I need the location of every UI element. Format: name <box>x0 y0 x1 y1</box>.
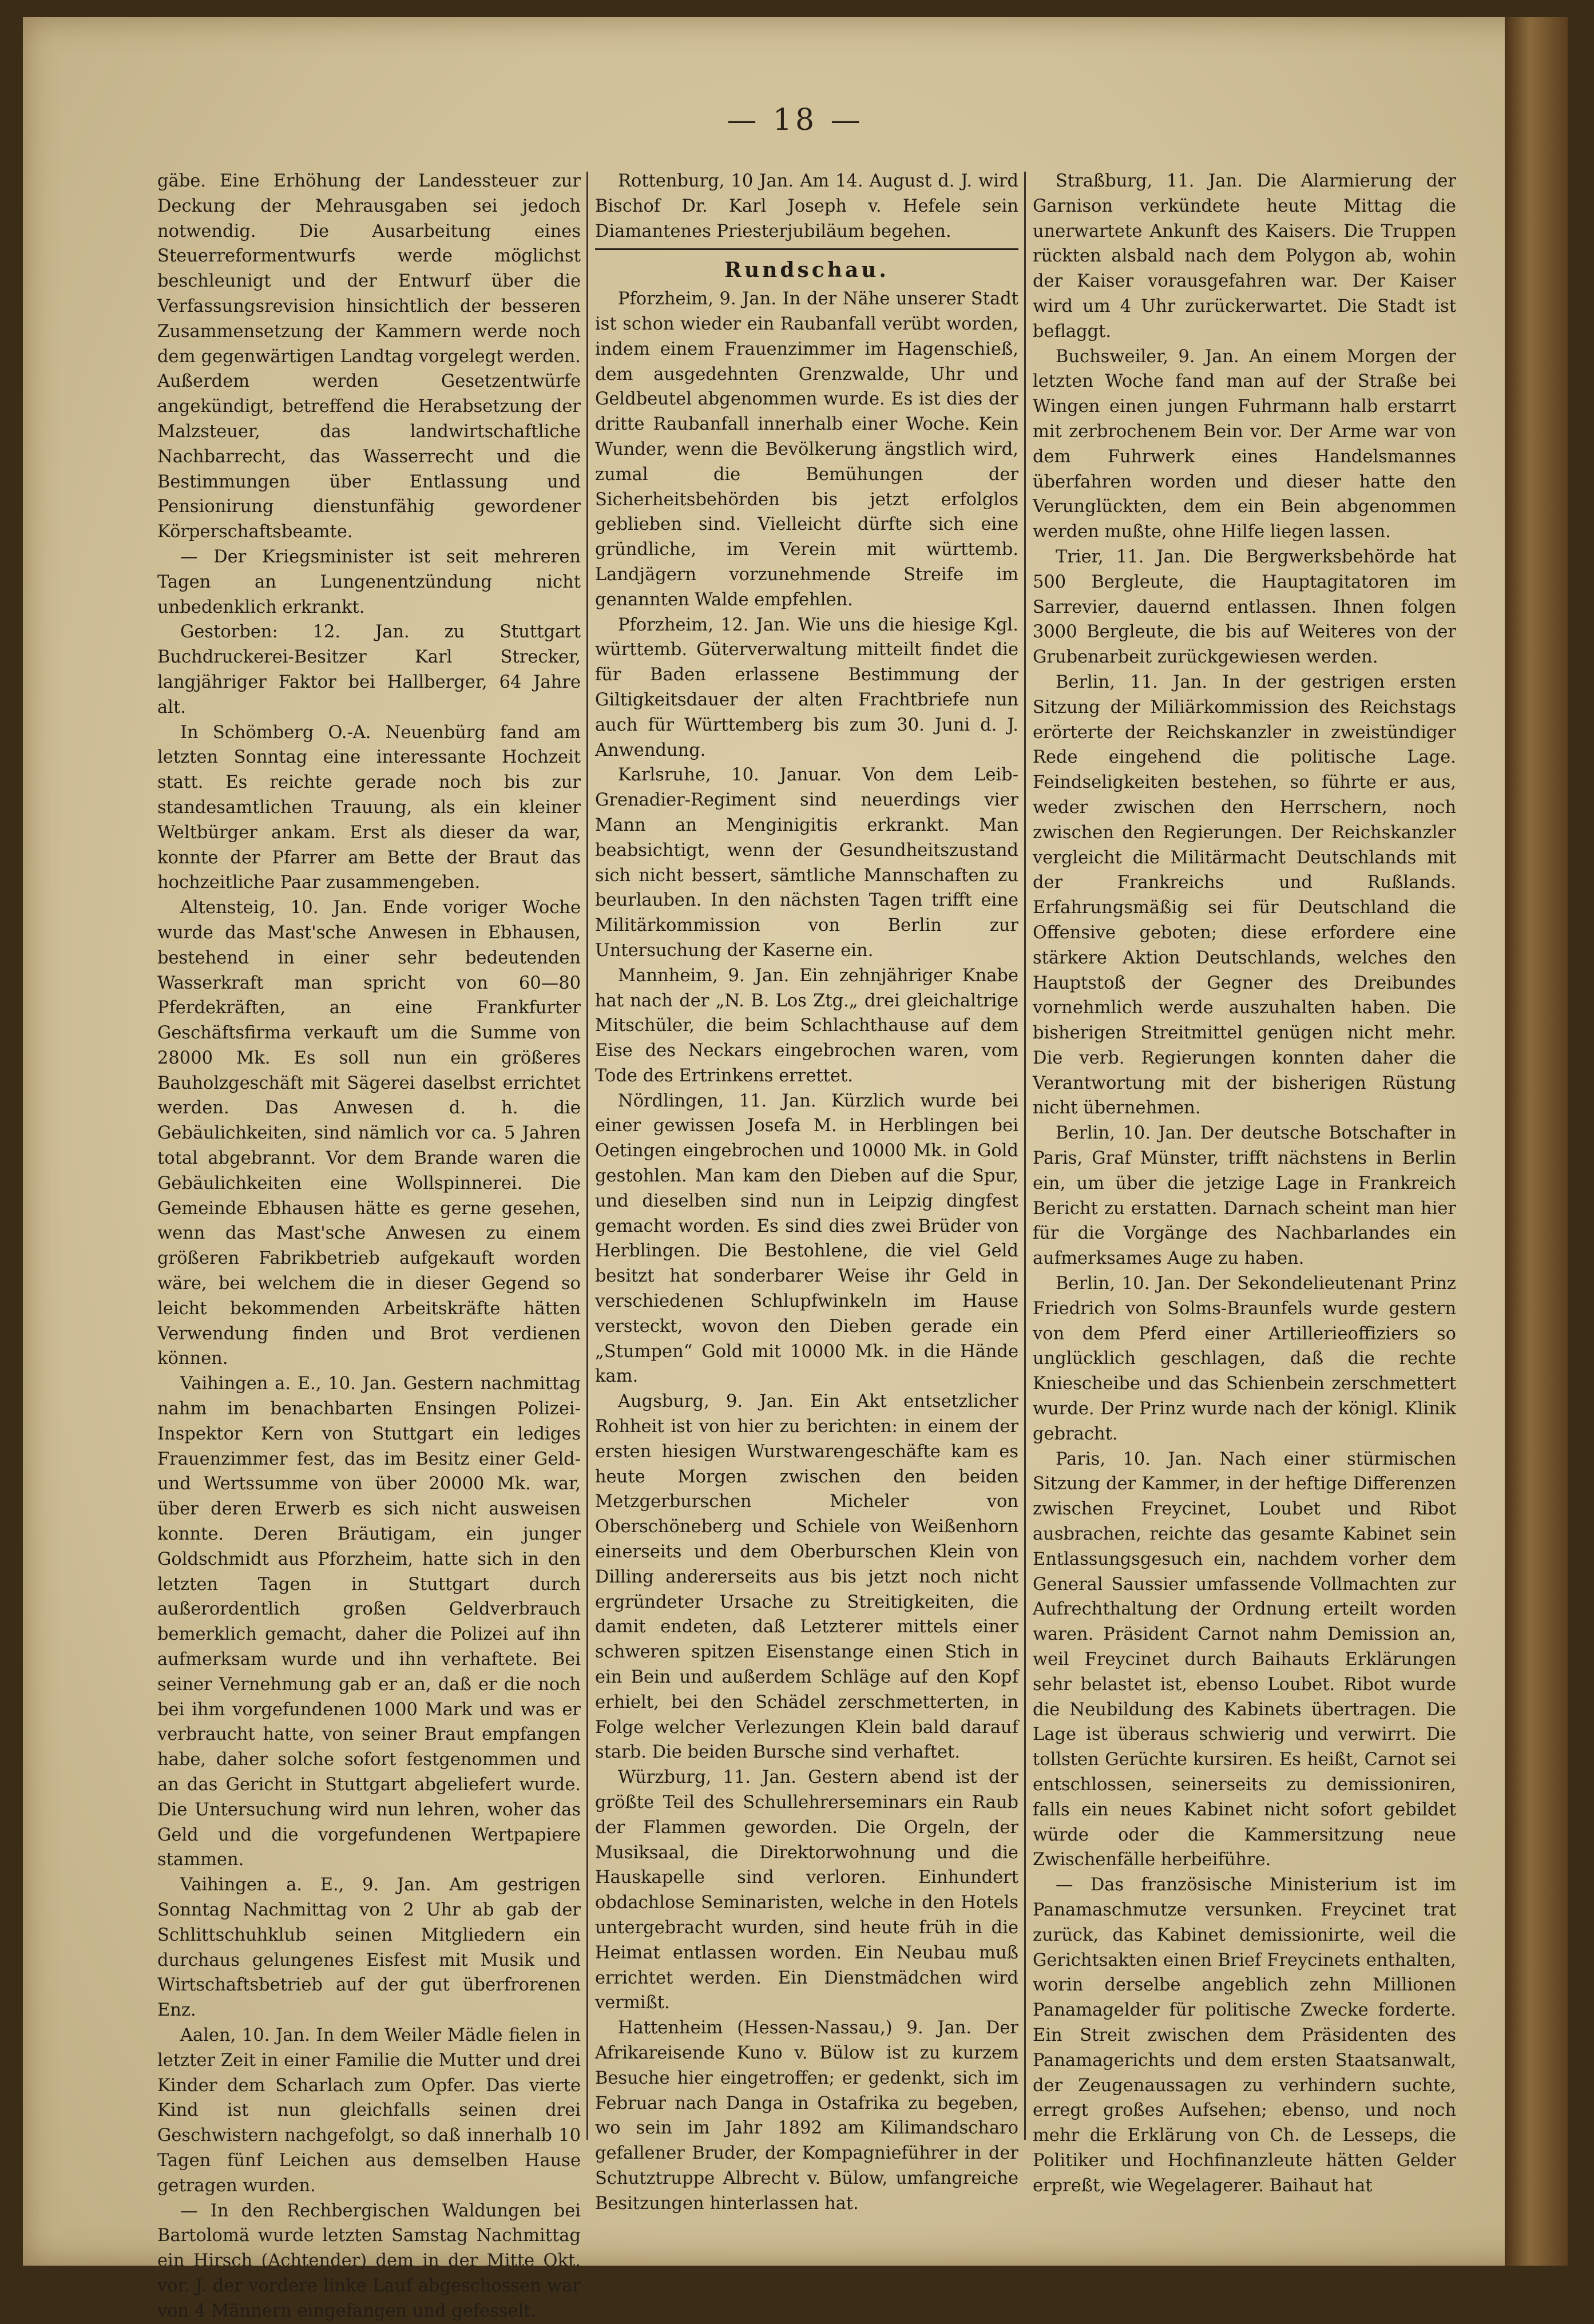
section-heading: Rundschau. <box>724 258 889 283</box>
article-paragraph: Gestorben: 12. Jan. zu Stuttgart Buchdruckerei-Besitzer Karl Strecker, langjähriger Faktor bei Hallberger, 64 Jahre alt. <box>157 622 581 717</box>
article-paragraph: Rottenburg, 10 Jan. Am 14. August d. J. wird Bischof Dr. Karl Joseph v. Hefele sein Diamantenes Priesterjubiläum begehen. <box>595 171 1018 241</box>
article-paragraph: Mannheim, 9. Jan. Ein zehnjähriger Knabe hat nach der „N. B. Los Ztg.„ drei gleichaltrige Mitschüler, die beim Schlachthause auf dem Eise des Neckars eingebrochen waren, vom Tode des Ertrinkens errettet. <box>595 965 1018 1086</box>
article-paragraph: Vaihingen a. E., 9. Jan. Am gestrigen Sonntag Nachmittag von 2 Uhr ab gab der Schlittschuhklub seinen Mitgliedern ein durchaus gelungenes Eisfest mit Musik und Wirtschaftsbetrieb auf der gut überfrorenen Enz. <box>157 1875 581 2021</box>
article-paragraph: gäbe. Eine Erhöhung der Landessteuer zur Deckung der Mehrausgaben sei jedoch notwendig. Die Ausarbeitung eines Steuerreformentwurfs werde möglichst beschleunigt und der Entwurf über die Verfassungsrevision hinsichtlich der besseren Zusammensetzung der Kammern werde noch dem gegenwärtigen Landtag vorgelegt werden. Außerdem werden Gesetzentwürfe angekündigt, betreffend die Herabsetzung der Malzsteuer, das landwirtschaftliche Nachbarrecht, das Wasserrecht und die Bestimmungen über Entlassung und Pensionirung dienstunfähig gewordener Körperschaftsbeamte. <box>157 171 581 542</box>
column-rule <box>1024 172 1026 2140</box>
section-divider <box>595 248 1018 250</box>
article-paragraph: Berlin, 10. Jan. Der Sekondelieutenant Prinz Friedrich von Solms-Braunfels wurde gestern von dem Pferd einer Artillerieoffiziers so unglücklich geschlagen, daß die rechte Kniescheibe und das Schienbein zerschmettert wurde. Der Prinz wurde nach der königl. Klinik gebracht. <box>1033 1274 1456 1444</box>
page-number: — 18 — <box>727 103 864 137</box>
article-paragraph: In Schömberg O.-A. Neuenbürg fand am letzten Sonntag eine interessante Hochzeit statt. Es reichte gerade noch bis zur standesamtlichen Trauung, als ein kleiner Weltbürger ankam. Erst als dieser da war, konnte der Pfarrer am Bette der Braut das hochzeitliche Paar zusammengeben. <box>157 722 581 893</box>
article-paragraph: Buchsweiler, 9. Jan. An einem Morgen der letzten Woche fand man auf der Straße bei Wingen einen jungen Fuhrmann halb erstarrt mit zerbrochenem Bein vor. Der Arme war von dem Fuhrwerk eines Handelsmannes überfahren worden und dieser hatte den Verunglückten, dem ein Bein abgenommen werden mußte, ohne Hilfe liegen lassen. <box>1033 346 1456 542</box>
book-spine <box>1505 17 1568 2266</box>
column-3 <box>1033 169 1456 2199</box>
article-paragraph: Würzburg, 11. Jan. Gestern abend ist der größte Teil des Schullehrerseminars ein Raub der Flammen geworden. Die Orgeln, der Musiksaal, die Direktorwohnung und die Hauskapelle sind verloren. Einhundert obdachlose Seminaristen, welche in den Hotels untergebracht wurden, sind heute früh in die Heimat entlassen worden. Ein Neubau muß errichtet werden. Ein Dienstmädchen wird vermißt. <box>595 1767 1018 2013</box>
article-paragraph: — In den Rechbergischen Waldungen bei Bartolomä wurde letzten Samstag Nachmittag ein Hirsch (Achtender) dem in der Mitte Okt. vor. J. der vordere linke Lauf abgeschossen war von 4 Männern eingefangen und gefesselt. <box>157 2200 581 2321</box>
article-paragraph: Straßburg, 11. Jan. Die Alarmierung der Garnison verkündete heute Mittag die unerwartete Ankunft des Kaisers. Die Truppen rückten alsbald nach dem Polygon ab, wohin der Kaiser vorausgefahren war. Der Kaiser wird um 4 Uhr zurückerwartet. Die Stadt ist beflaggt. <box>1033 171 1456 342</box>
article-paragraph: — Das französische Ministerium ist im Panamaschmutze versunken. Freycinet trat zurück, das Kabinet demissionirte, weil die Gerichtsakten einen Brief Freycinets enthalten, worin derselbe angeblich zehn Millionen Panamagelder für politische Zwecke forderte. Ein Streit zwischen dem Präsidenten des Panamagerichts und dem ersten Staatsanwalt, der Zeugenaussagen zu verhindern suchte, erregt großes Aufsehen; ebenso, und noch mehr die Erklärung von Ch. de Lesseps, die Politiker und Hochfinanzleute hätten Gelder erpreßt, wie Wegelagerer. Baihaut hat <box>1033 1875 1456 2196</box>
article-paragraph: Berlin, 10. Jan. Der deutsche Botschafter in Paris, Graf Münster, trifft nächstens in Berlin ein, um über die jetzige Lage in Frankreich Bericht zu erstatten. Darnach scheint man hier für die Vorgänge des Nachbarlandes ein aufmerksames Auge zu haben. <box>1033 1123 1456 1269</box>
article-paragraph: Nördlingen, 11. Jan. Kürzlich wurde bei einer gewissen Josefa M. in Herblingen bei Oetingen eingebrochen und 10000 Mk. in Gold gestohlen. Man kam den Dieben auf die Spur, und dieselben sind nun in Leipzig dingfest gemacht worden. Es sind dies zwei Brüder von Herblingen. Die Bestohlene, die viel Geld besitzt hat sonderbarer Weise ihr Geld in verschiedenen Schlupfwinkeln im Hause versteckt, wovon den Dieben gerade ein „Stumpen“ Gold mit 10000 Mk. in die Hände kam. <box>595 1090 1018 1387</box>
article-paragraph: Altensteig, 10. Jan. Ende voriger Woche wurde das Mast'sche Anwesen in Ebhausen, bestehend in einer sehr bedeutenden Wasserkraft man spricht von 60—80 Pferdekräften, an eine Frankfurter Geschäftsfirma verkauft um die Summe von 28000 Mk. Es soll nun ein größeres Bauholzgeschäft mit Sägerei daselbst errichtet werden. Das Anwesen d. h. die Gebäulichkeiten, sind nämlich vor ca. 5 Jahren total abgebrannt. Vor dem Brande waren die Gebäulichkeiten eine Wollspinnerei. Die Gemeinde Ebhausen hätte es gerne gesehen, wenn das Mast'sche Anwesen zu einem größeren Fabrikbetrieb aufgekauft worden wäre, bei welchem die in dieser Gegend so leicht bekommenden Arbeitskräfte hätten Verwendung finden und Brot verdienen können. <box>157 898 581 1369</box>
article-paragraph: Augsburg, 9. Jan. Ein Akt entsetzlicher Rohheit ist von hier zu berichten: in einem der ersten hiesigen Wurstwarengeschäfte kam es heute Morgen zwischen den beiden Metzgerburschen Micheler von Oberschöneberg und Schiele von Weißenhorn einerseits und dem Oberburschen Klein von Dilling andererseits aus bis jetzt noch nicht ergründeter Ursache zu Streitigkeiten, die damit endeten, daß Letzterer mittels einer schweren spitzen Eisenstange einen Stich in ein Bein und außerdem Schläge auf den Kopf erhielt, bei den Schädel zerschmetterten, in Folge welcher Verlezungen Klein bald darauf starb. Die beiden Bursche sind verhaftet. <box>595 1391 1018 1763</box>
article-paragraph: Pforzheim, 12. Jan. Wie uns die hiesige Kgl. württemb. Güterverwaltung mitteilt findet die für Baden erlassene Bestimmung der Giltigkeitsdauer der alten Frachtbriefe nun auch für Württemberg bis zum 30. Juni d. J. Anwendung. <box>595 614 1018 760</box>
column-1 <box>157 169 581 2324</box>
article-paragraph: — Der Kriegsminister ist seit mehreren Tagen an Lungenentzündung nicht unbedenklich erkrankt. <box>157 546 581 617</box>
article-paragraph: Berlin, 11. Jan. In der gestrigen ersten Sitzung der Miliärkommission des Reichstags erörterte der Reichskanzler in zweistündiger Rede eingehend die politische Lage. Feindseligkeiten bestehen, so führte er aus, weder zwischen den Herrschern, noch zwischen den Regierungen. Der Reichskanzler vergleicht die Militärmacht Deutschlands mit der Frankreichs und Rußlands. Erfahrungsmäßig sei für Deutschland die Offensive geboten; diese erfordere eine stärkere Aktion Deutschlands, welches den Hauptstoß der Gegner des Dreibundes vornehmlich werde auszuhalten haben. Die bisherigen Streitmittel genügen nicht mehr. Die verb. Regierungen konnten daher die Verantwortung mit der bisherigen Rüstung nicht übernehmen. <box>1033 672 1456 1119</box>
newspaper-page <box>23 17 1568 2321</box>
article-paragraph: Vaihingen a. E., 10. Jan. Gestern nachmittag nahm im benachbarten Ensingen Polizei-Inspektor Kern von Stuttgart ein lediges Frauenzimmer fest, das im Besitz einer Geld- und Wertssumme von über 20000 Mk. war, über deren Erwerb es sich nicht ausweisen konnte. Deren Bräutigam, ein junger Goldschmidt aus Pforzheim, hatte sich in den letzten Tagen in Stuttgart durch außerordentlich großen Geldverbrauch bemerklich gemacht, daher die Polizei auf ihn aufmerksam wurde und ihn verhaftete. Bei seiner Vernehmung gab er an, daß er die noch bei ihm vorgefundenen 1000 Mark und was er verbraucht hatte, von seiner Braut empfangen habe, daher solche sofort festgenommen und an das Gericht in Stuttgart abgeliefert wurde. Die Untersuchung wird nun lehren, woher das Geld und die vorgefundenen Wertpapiere stammen. <box>157 1374 581 1870</box>
article-paragraph: Hattenheim (Hessen-Nassau,) 9. Jan. Der Afrikareisende Kuno v. Bülow ist zu kurzem Besuche hier eingetroffen; er gedenkt, sich im Februar nach Danga in Ostafrika zu begeben, wo sein im Jahr 1892 am Kilimandscharo gefallener Bruder, der Kompagnieführer in der Schutztruppe Albrecht v. Bülow, umfangreiche Besitzungen hinterlassen hat. <box>595 2018 1018 2214</box>
column-rule <box>586 172 588 2140</box>
article-paragraph: Karlsruhe, 10. Januar. Von dem Leib-Grenadier-Regiment sind neuerdings vier Mann an Menginigitis erkrankt. Man beabsichtigt, wenn der Gesundheitszustand sich nicht bessert, sämtliche Mannschaften zu beurlauben. In den nächsten Tagen trifft eine Militärkommission von Berlin zur Untersuchung der Kaserne ein. <box>595 765 1018 961</box>
article-paragraph: Pforzheim, 9. Jan. In der Nähe unserer Stadt ist schon wieder ein Raubanfall verübt worden, indem einem Frauenzimmer im Hagenschieß, dem ausgedehnten Grenzwalde, Uhr und Geldbeutel abgenommen wurde. Es ist dies der dritte Raubanfall innerhalb einer Woche. Kein Wunder, wenn die Bevölkerung ängstlich wird, zumal die Bemühungen der Sicherheitsbehörden bis jetzt erfolglos geblieben sind. Vielleicht dürfte sich eine gründliche, im Verein mit württemb. Landjägern vorzunehmende Streife im genannten Walde empfehlen. <box>595 289 1018 610</box>
column-2 <box>595 169 1018 2216</box>
article-paragraph: Trier, 11. Jan. Die Bergwerksbehörde hat 500 Bergleute, die Hauptagitatoren im Sarrevier, dauernd entlassen. Ihnen folgen 3000 Bergleute, die bis auf Weiteres von der Grubenarbeit zurückgewiesen werden. <box>1033 546 1456 668</box>
article-paragraph: Paris, 10. Jan. Nach einer stürmischen Sitzung der Kammer, in der heftige Differenzen zwischen Freycinet, Loubet und Ribot ausbrachen, reichte das gesamte Kabinet sein Entlassungsgesuch ein, nachdem vorher dem General Saussier umfassende Vollmachten zur Aufrechthaltung der Ordnung erteilt worden waren. Präsident Carnot nahm Demission an, weil Freycinet durch Baihauts Erklärungen sehr belastet ist, ebenso Loubet. Ribot wurde die Neubildung des Kabinets übertragen. Die Lage ist überaus schwierig und verwirrt. Die tollsten Gerüchte kursiren. Es heißt, Carnot sei entschlossen, seinerseits zu demissioniren, falls ein neues Kabinet nicht sofort gebildet würde oder die Kammersitzung neue Zwischenfälle herbeiführe. <box>1033 1449 1456 1870</box>
article-paragraph: Aalen, 10. Jan. In dem Weiler Mädle fielen in letzter Zeit in einer Familie die Mutter und drei Kinder dem Scharlach zum Opfer. Das vierte Kind ist nun gleichfalls seinen drei Geschwistern nachgefolgt, so daß innerhalb 10 Tagen fünf Leichen aus demselben Hause getragen wurden. <box>157 2025 581 2196</box>
